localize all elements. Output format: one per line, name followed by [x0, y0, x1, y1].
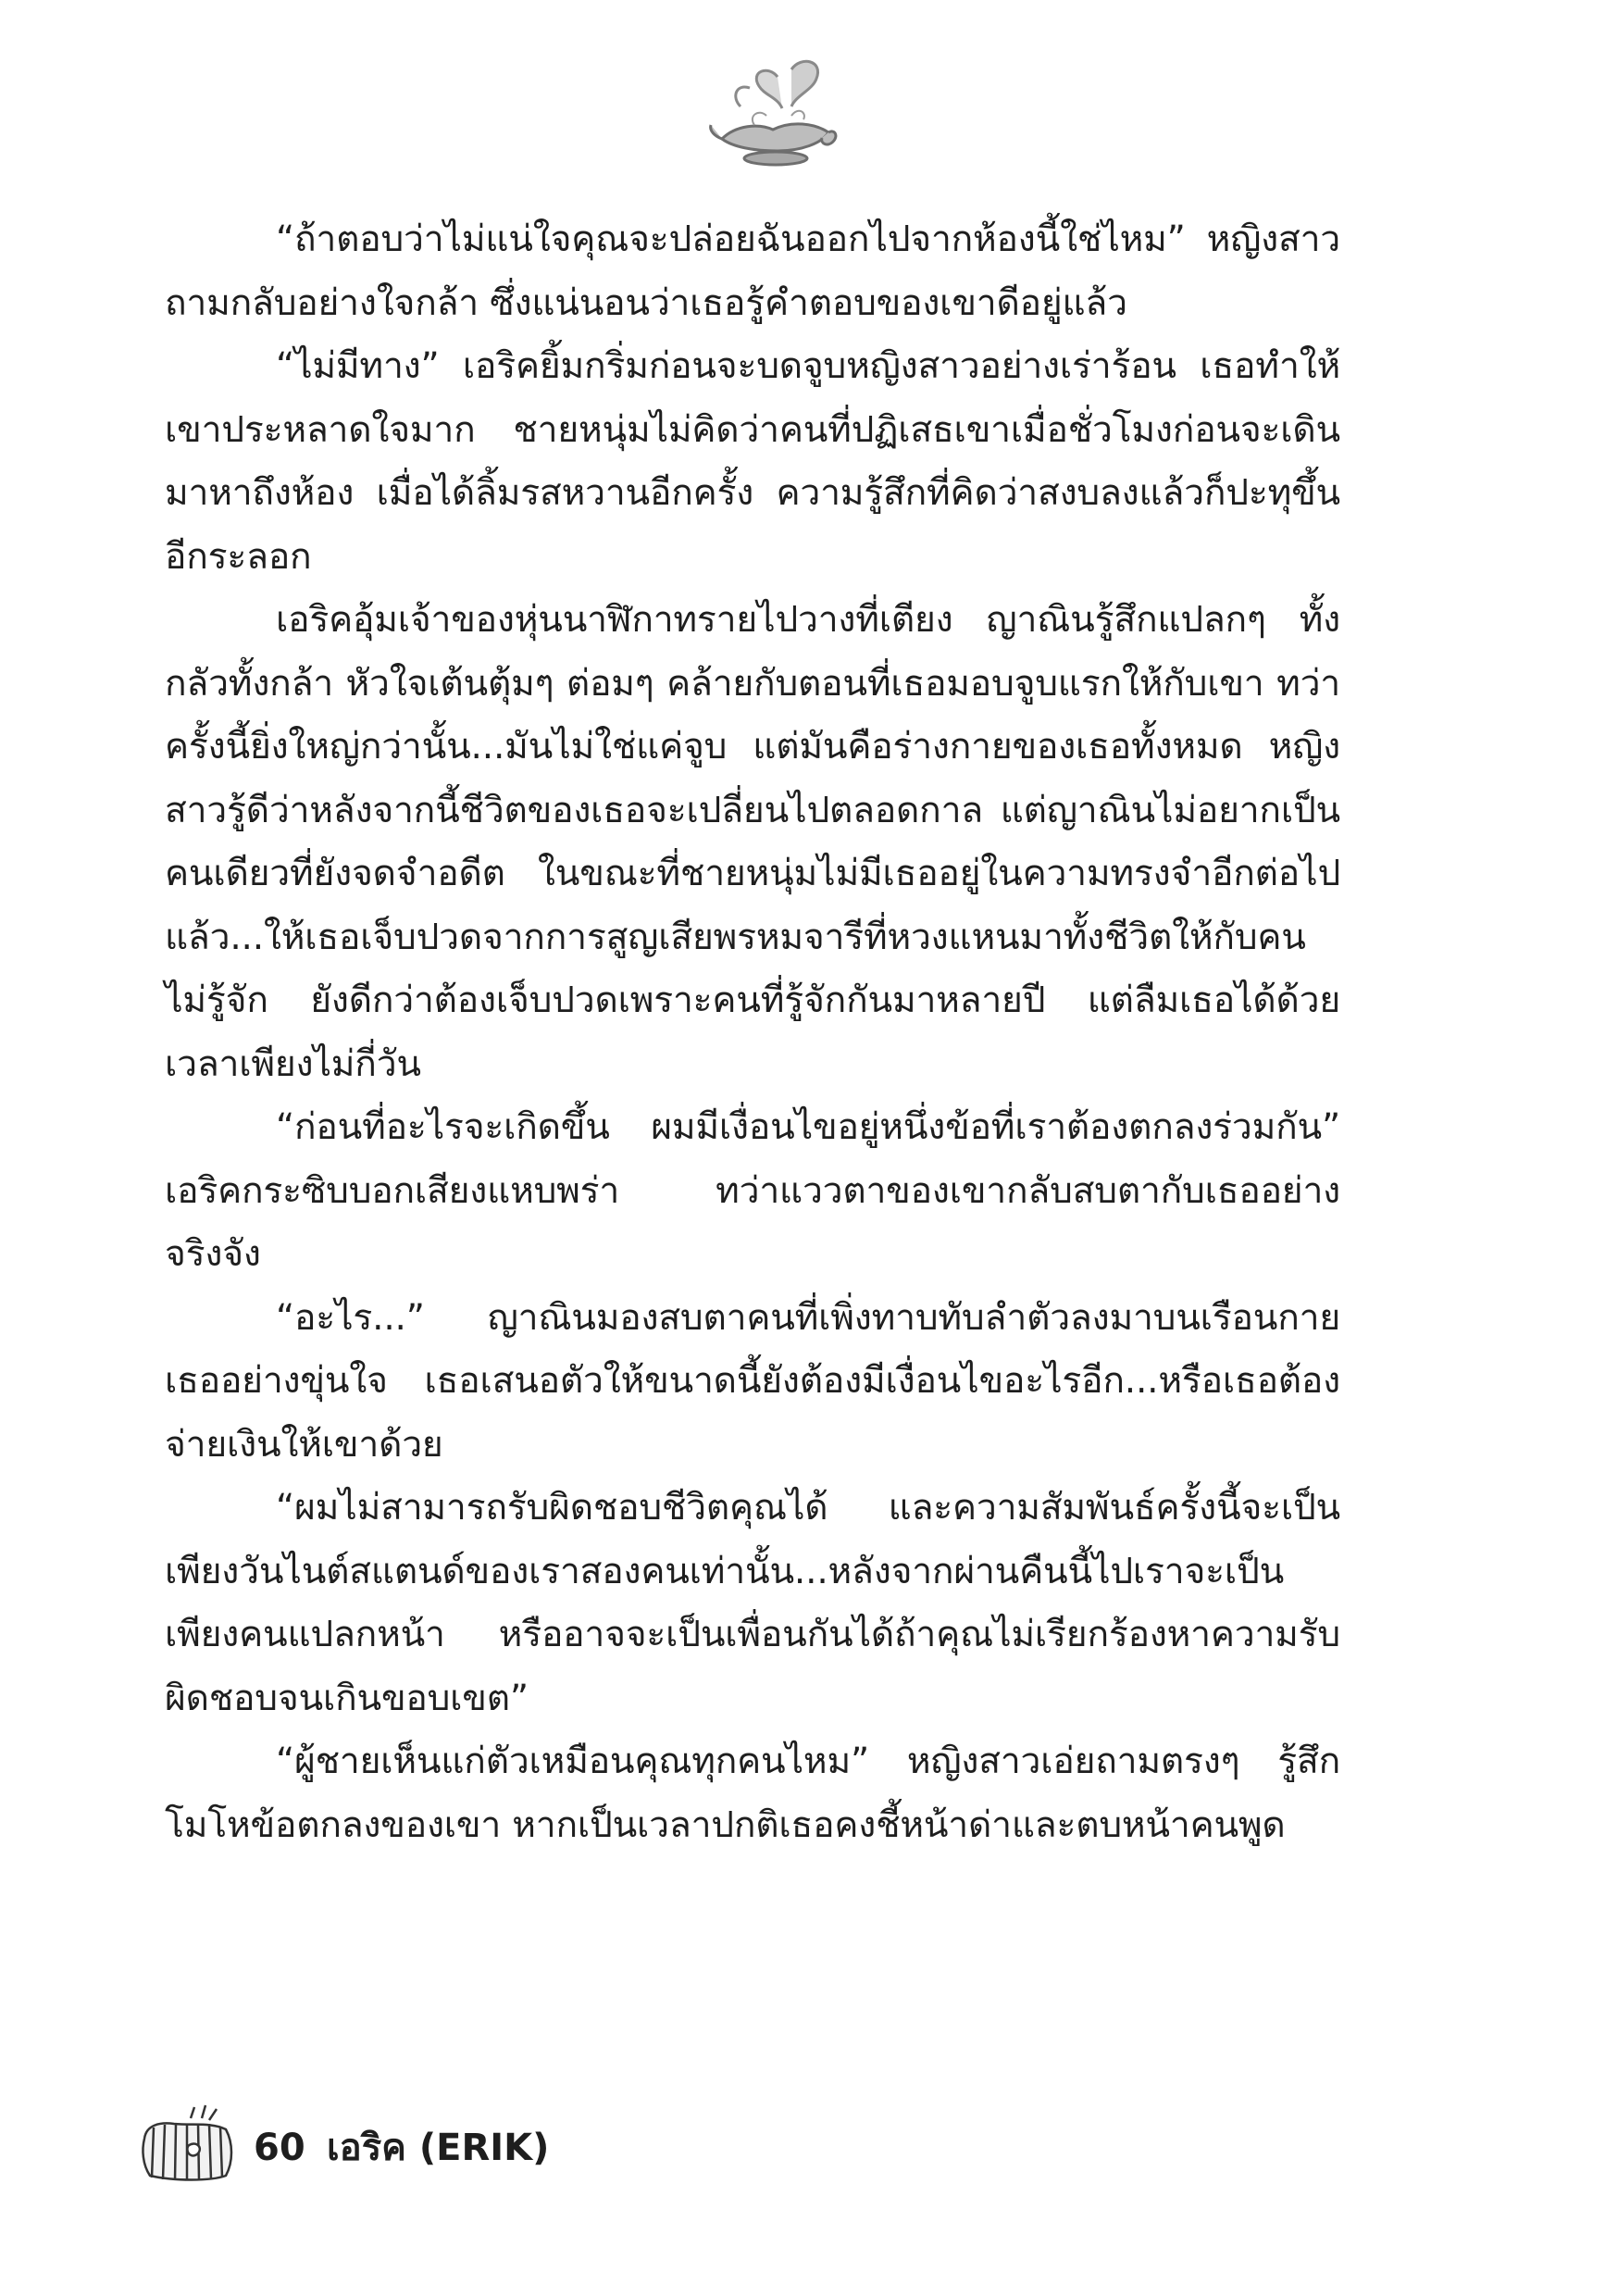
- paragraph: “ไม่มีทาง” เอริคยิ้มกริ่มก่อนจะบดจูบหญิงสาวอย่างเร่าร้อน เธอทำให้เขาประหลาดใจมาก ชายหนุ่มไม่คิดว่าคนที่ปฏิเสธเขาเมื่อชั่วโมงก่อนจะเดินมาหาถึงห้อง เมื่อได้ลิ้มรสหวานอีกครั้ง ความรู้สึกที่คิดว่าสงบลงแล้วก็ปะทุขึ้นอีกระลอก: [165, 345, 1340, 578]
- page-footer: [137, 2102, 785, 2190]
- striped-pillow-icon: [137, 2102, 239, 2187]
- paragraph: “ก่อนที่อะไรจะเกิดขึ้น ผมมีเงื่อนไขอยู่หนึ่งข้อที่เราต้องตกลงร่วมกัน” เอริคกระซิบบอกเสียงแหบพร่า ทว่าแววตาของเขากลับสบตากับเธออย่างจริงจัง: [165, 1106, 1340, 1275]
- paragraph: เอริคอุ้มเจ้าของหุ่นนาฬิกาทรายไปวางที่เตียง ญาณินรู้สึกแปลกๆ ทั้งกลัวทั้งกล้า หัวใจเต้นตุ้มๆ ต่อมๆ คล้ายกับตอนที่เธอมอบจูบแรกให้กับเขา ทว่าครั้งนี้ยิ่งใหญ่กว่านั้น...มันไม่ใช่แค่จูบ แต่มันคือร่างกายของเธอทั้งหมด หญิงสาวรู้ดีว่าหลังจากนี้ชีวิตของเธอจะเปลี่ยนไปตลอดกาล แต่ญาณินไม่อยากเป็นคนเดียวที่ยังจดจำอดีต ในขณะที่ชายหนุ่มไม่มีเธออยู่ในความทรงจำอีกต่อไปแล้ว...ให้เธอเจ็บปวดจากการสูญเสียพรหมจารีที่หวงแหนมาทั้งชีวิตให้กับคนไม่รู้จัก ยังดีกว่าต้องเจ็บปวดเพราะคนที่รู้จักกันมาหลายปี แต่ลืมเธอได้ด้วยเวลาเพียงไม่กี่วัน: [165, 599, 1340, 1085]
- paragraph: “ผู้ชายเห็นแก่ตัวเหมือนคุณทุกคนไหม” หญิงสาวเอ่ยถามตรงๆ รู้สึกโมโหข้อตกลงของเขา หากเป็นเวลาปกติเธอคงชี้หน้าด่าและตบหน้าคนพูด: [165, 1741, 1340, 1846]
- story-text: [165, 208, 1340, 1857]
- paragraph: “อะไร...” ญาณินมองสบตาคนที่เพิ่งทาบทับลำตัวลงมาบนเรือนกายเธออย่างขุ่นใจ เธอเสนอตัวให้ขนาดนี้ยังต้องมีเงื่อนไขอะไรอีก...หรือเธอต้องจ่ายเงินให้เขาด้วย: [165, 1296, 1340, 1466]
- genie-lamp-icon: [703, 51, 842, 181]
- paragraph: “ถ้าตอบว่าไม่แน่ใจคุณจะปล่อยฉันออกไปจากห้องนี้ใช่ไหม” หญิงสาวถามกลับอย่างใจกล้า ซึ่งแน่นอนว่าเธอรู้คำตอบของเขาดีอยู่แล้ว: [165, 218, 1340, 324]
- page-number: 60: [254, 2127, 305, 2169]
- paragraph: “ผมไม่สามารถรับผิดชอบชีวิตคุณได้ และความสัมพันธ์ครั้งนี้จะเป็นเพียงวันไนต์สแตนด์ของเราสองคนเท่านั้น...หลังจากผ่านคืนนี้ไปเราจะเป็นเพียงคนแปลกหน้า หรืออาจจะเป็นเพื่อนกันได้ถ้าคุณไม่เรียกร้องหาความรับผิดชอบจนเกินขอบเขต”: [165, 1487, 1340, 1719]
- book-title: เอริค (ERIK): [327, 2127, 550, 2169]
